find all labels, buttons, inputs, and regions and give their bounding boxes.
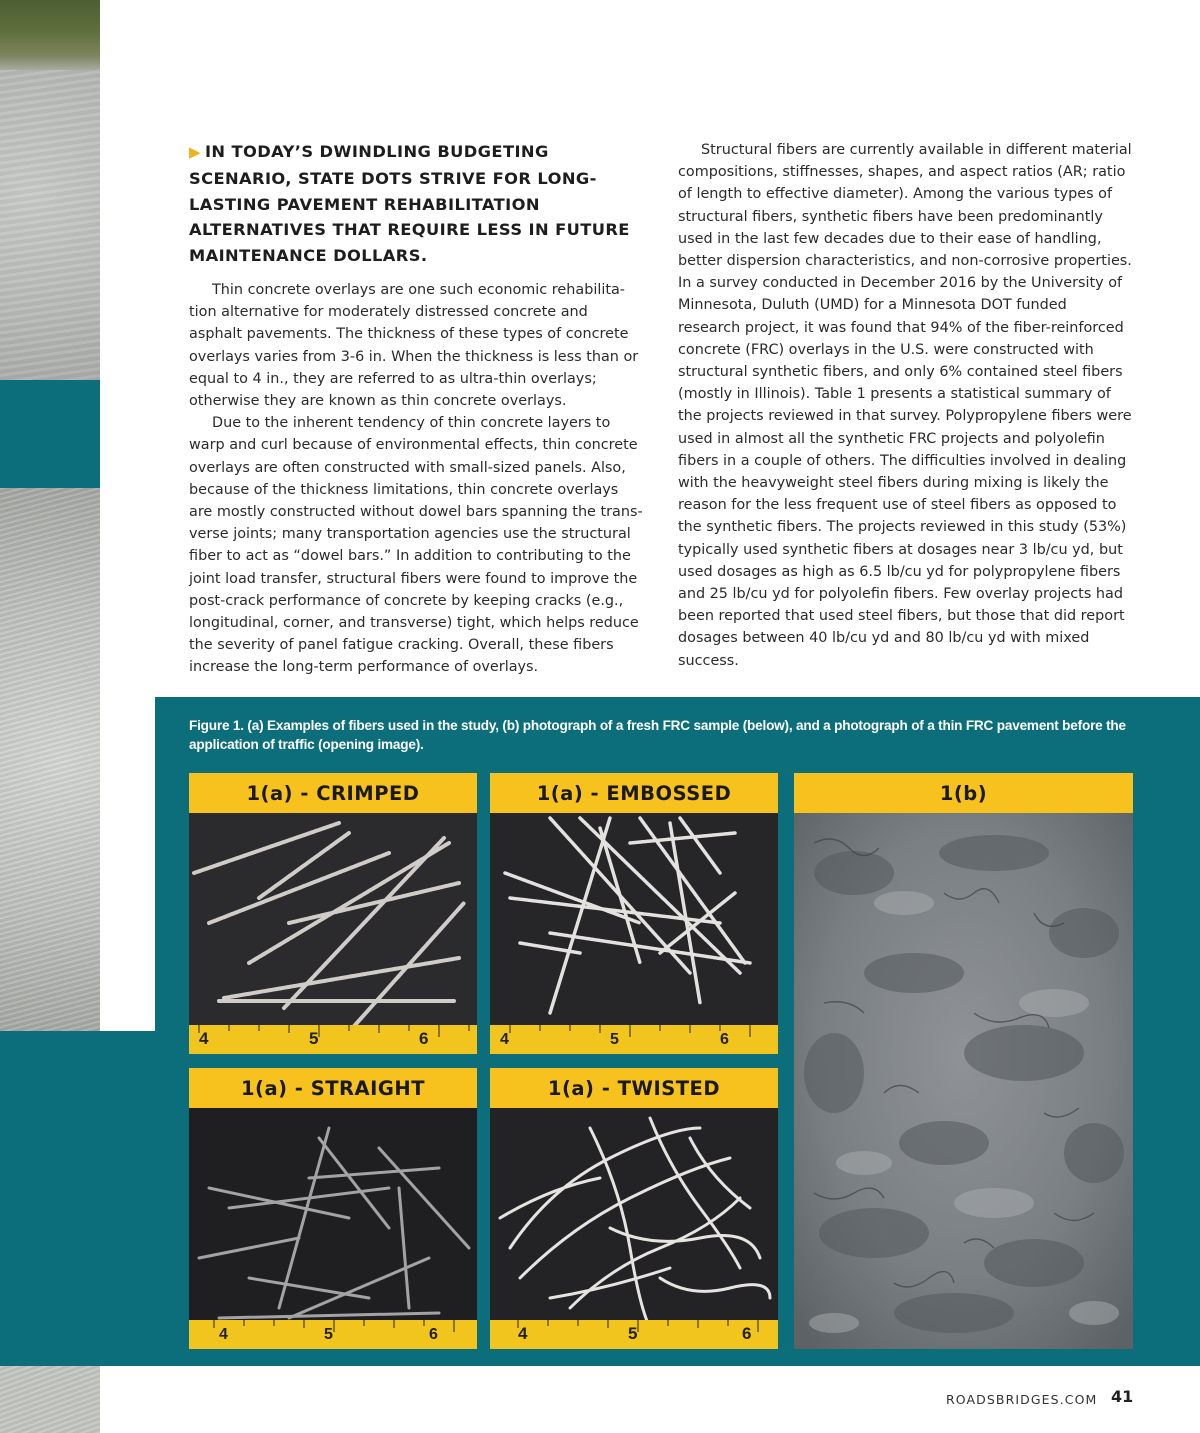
figure-panel-fresh-frc [794,773,1133,1349]
figure-panel-straight [189,1068,477,1349]
ruler-mark: 4 [219,1326,228,1343]
ruler-mark: 6 [720,1031,729,1048]
side-photo-concrete-bottom [0,1366,100,1433]
side-photo-concrete [0,70,100,380]
figure-caption: Figure 1. (a) Examples of fibers used in the study, (b) photograph of a fresh FRC sample (below), and a photograph of a thin FRC pavement before the application of traffic (opening image). [189,718,1126,752]
fiber-photo-crimped [189,813,477,1054]
ruler-mark: 5 [324,1326,333,1343]
ruler-mark: 4 [518,1324,528,1343]
ruler-mark: 6 [419,1029,429,1048]
fiber-photo-straight [189,1108,477,1349]
panel-label: 1(a) - CRIMPED [189,773,477,813]
side-teal-block [0,380,100,488]
paragraph: Thin concrete overlays are one such economic rehabilita-tion alternative for moderately distressed concrete and asphalt pavements. The thickness of these types of concrete overlays varies from 3-6 in. When the thickness is less than or equal to 4 in., they are referred to as ultra-thin overlays; otherwise they are known as thin concrete overlays. [189,281,639,409]
article-deck [189,139,644,269]
ruler-mark: 6 [429,1326,438,1343]
fiber-photo-embossed [490,813,778,1054]
ruler-mark: 4 [199,1029,209,1048]
panel-label: 1(a) - STRAIGHT [189,1068,477,1108]
ruler-mark: 5 [309,1029,319,1048]
ruler-mark: 5 [628,1324,638,1343]
side-photo-concrete-lower [0,488,100,1033]
figure-panel-embossed [490,773,778,1054]
fresh-frc-photo [794,813,1133,1349]
figure-background-left [0,1031,160,1366]
figure-panel-crimped [189,773,477,1054]
side-photo-grass [0,0,100,70]
triangle-bullet-icon: ▶ [189,143,201,161]
deck-text: IN TODAY’S DWINDLING BUDGETING SCENARIO, STATE DOTS STRIVE FOR LONG-LASTING PAVEMENT REHABILITATION ALTERNATIVES THAT REQUIRE LESS IN FUTURE MAINTENANCE DOLLARS. [189,142,630,266]
panel-label: 1(b) [794,773,1133,813]
ruler-mark: 6 [742,1324,752,1343]
article-column-right [678,139,1133,672]
footer-site: ROADSBRIDGES.COM [946,1392,1098,1407]
ruler-mark: 5 [610,1031,619,1048]
fiber-photo-twisted [490,1108,778,1349]
ruler-mark: 4 [500,1031,509,1048]
paragraph: Due to the inherent tendency of thin concrete layers to warp and curl because of environmental effects, thin concrete overlays are often constructed with small-sized panels. Also, because of the thickness limitations, thin concrete overlays are mostly constructed without dowel bars spanning the trans-verse joints; many transportation agencies use the structural fiber to act as “dowel bars.” In addition to contributing to the joint load transfer, structural fibers were found to improve the post-crack performance of concrete by keeping cracks (e.g., longitudinal, corner, and transverse) tight, which helps reduce the severity of panel fatigue cracking. Overall, these fibers increase the long-term performance of overlays. [189,415,643,676]
panel-label: 1(a) - EMBOSSED [490,773,778,813]
figure-panel-twisted [490,1068,778,1349]
paragraph: Structural fibers are currently available in different material compositions, stiffnesses, shapes, and aspect ratios (AR; ratio of length to effective diameter). Among the various types of structural fibers, synthetic fibers have been predominantly used in the last few decades due to their ease of handling, better dispersion characteristics, and non-corrosive properties. In a survey conducted in December 2016 by the University of Minnesota, Duluth (UMD) for a Minnesota DOT funded research project, it was found that 94% of the fiber-reinforced concrete (FRC) overlays in the U.S. were constructed with structural synthetic fibers, and only 6% contained steel fibers (mostly in Illinois). Table 1 presents a statistical summary of the projects reviewed in that survey. Polypropylene fibers were used in almost all the synthetic FRC projects and polyolefin fibers in a couple of others. The difficulties involved in dealing with the heavyweight steel fibers during mixing is likely the reason for the less frequent use of steel fibers as opposed to the synthetic fibers. The projects reviewed in this study (53%) typically used synthetic fibers at dosages near 3 lb/cu yd, but used dosages as high as 6.5 lb/cu yd for polypropylene fibers and 25 lb/cu yd for polyolefin fibers. Few overlay projects had been reported that used steel fibers, but those that did report dosages between 40 lb/cu yd and 80 lb/cu yd with mixed success. [678,142,1132,669]
page-number: 41 [1111,1387,1134,1406]
article-column-left [189,139,644,679]
panel-label: 1(a) - TWISTED [490,1068,778,1108]
